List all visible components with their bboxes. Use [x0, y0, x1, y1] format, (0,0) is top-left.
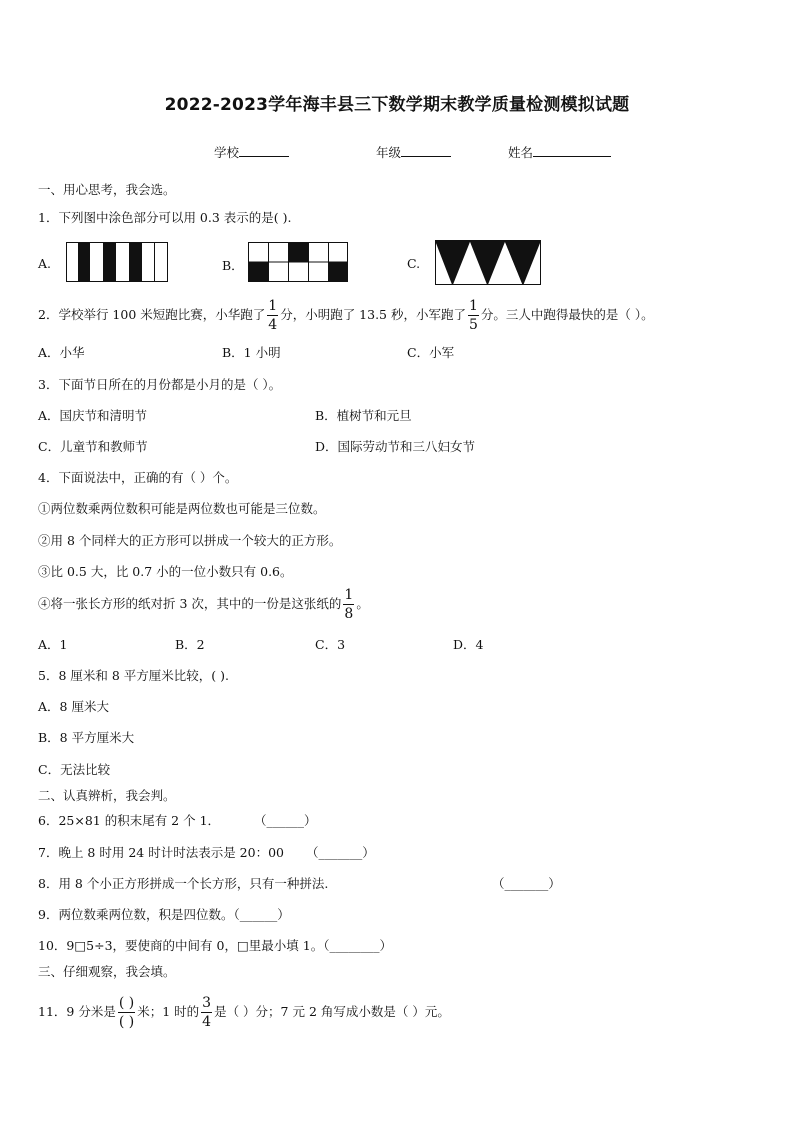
section-heading-3: 三、仔细观察，我会填。	[38, 964, 176, 979]
question-4-statement-4	[38, 585, 369, 623]
question-4-statement-2: ②用 8 个同样大的正方形可以拼成一个较大的正方形。	[38, 533, 342, 548]
question-2-option-c: C．小军	[407, 345, 455, 360]
question-1-option-c-label: C.	[407, 256, 421, 271]
question-4-statement-1: ①两位数乘两位数积可能是两位数也可能是三位数。	[38, 501, 326, 516]
grade-field	[376, 143, 451, 161]
question-8: 8．用 8 个小正方形拼成一个长方形，只有一种拼法.	[38, 876, 329, 891]
q11-text-1: 11．9 分米是	[38, 1004, 116, 1019]
q4-s4-text-1: ④将一张长方形的纸对折 3 次，其中的一份是这张纸的	[38, 596, 342, 611]
question-5-stem: 5．8 厘米和 8 平方厘米比较，( ).	[38, 668, 229, 683]
q11-blank-numerator[interactable]: ( )	[118, 995, 135, 1011]
question-4-statement-3: ③比 0.5 大，比 0.7 小的一位小数只有 0.6。	[38, 564, 293, 579]
question-7-answer-blank[interactable]: （_______）	[306, 845, 375, 860]
page-title: 2022-2023学年海丰县三下数学期末教学质量检测模拟试题	[164, 95, 630, 115]
q11-text-2: 米；1 时的	[137, 1004, 200, 1019]
q4-s4-text-2: 。	[356, 596, 369, 611]
school-blank[interactable]	[239, 144, 289, 157]
q2-frac2-numerator: 1	[468, 298, 478, 314]
grade-blank[interactable]	[401, 144, 451, 157]
question-8-answer-blank[interactable]: （_______）	[492, 876, 561, 891]
fraction-three-fourths	[201, 996, 212, 1029]
question-4-option-a: A．1	[38, 637, 68, 652]
question-3-option-d: D．国际劳动节和三八妇女节	[315, 439, 476, 454]
question-4-option-b: B．2	[175, 637, 205, 652]
question-4-option-d: D．4	[453, 637, 484, 652]
q4-frac-numerator: 1	[344, 587, 354, 603]
q11-blank-denominator[interactable]: ( )	[118, 1014, 135, 1030]
option-c-triangle-figure	[435, 240, 541, 285]
question-7: 7．晚上 8 时用 24 时计时法表示是 20：00	[38, 845, 284, 860]
fraction-one-eighth	[343, 588, 354, 621]
question-10: 10．9□5÷3，要使商的中间有 0，□里最小填 1。（________）	[38, 938, 392, 953]
q4-frac-denominator: 8	[344, 606, 354, 622]
fraction-one-fourth	[267, 299, 278, 332]
question-1-option-a-label: A.	[38, 256, 52, 271]
school-field	[214, 143, 289, 161]
question-2-option-b: B．1 小明	[222, 345, 281, 360]
grade-label: 年级	[376, 145, 402, 160]
section-heading-1: 一、用心思考，我会选。	[38, 182, 176, 197]
question-1-option-b-label: B．	[222, 258, 244, 273]
q2-text-2: 分，小明跑了 13.5 秒，小军跑了	[280, 307, 466, 322]
option-b-grid-figure	[248, 242, 348, 282]
question-3-option-a: A．国庆节和清明节	[38, 408, 148, 423]
question-4-stem: 4．下面说法中，正确的有（ ）个。	[38, 470, 238, 485]
question-5-option-a: A．8 厘米大	[38, 699, 109, 714]
question-6-answer-blank[interactable]: （______）	[254, 813, 317, 828]
question-5-option-b: B．8 平方厘米大	[38, 730, 135, 745]
q11-frac-denominator: 4	[202, 1014, 212, 1030]
q2-frac1-numerator: 1	[268, 298, 278, 314]
q2-text-1: 2．学校举行 100 米短跑比赛，小华跑了	[38, 307, 266, 322]
question-3-option-c: C．儿童节和教师节	[38, 439, 148, 454]
name-field	[508, 143, 611, 161]
name-blank[interactable]	[533, 144, 611, 157]
q11-frac-numerator: 3	[202, 995, 212, 1011]
q2-frac2-denominator: 5	[468, 317, 478, 333]
question-3-option-b: B．植树节和元旦	[315, 408, 412, 423]
fraction-answer-blank[interactable]	[118, 996, 135, 1029]
school-label: 学校	[214, 145, 240, 160]
question-2-option-a: A．小华	[38, 345, 85, 360]
q2-frac1-denominator: 4	[268, 317, 278, 333]
question-6: 6．25×81 的积末尾有 2 个 1．	[38, 813, 221, 828]
question-11	[38, 990, 450, 1034]
name-label: 姓名	[508, 145, 534, 160]
question-1-stem: 1．下列图中涂色部分可以用 0.3 表示的是( ).	[38, 210, 292, 225]
question-5-option-c: C．无法比较	[38, 762, 111, 777]
question-4-option-c: C．3	[315, 637, 346, 652]
question-9: 9．两位数乘两位数，积是四位数。（______）	[38, 907, 290, 922]
option-a-striped-rectangle	[66, 242, 168, 282]
fraction-one-fifth	[468, 299, 479, 332]
q2-text-3: 分。三人中跑得最快的是（ ）。	[480, 307, 654, 322]
section-heading-2: 二、认真辨析，我会判。	[38, 788, 176, 803]
q11-text-3: 是（ ）分；7 元 2 角写成小数是（ ）元。	[214, 1004, 450, 1019]
question-3-stem: 3．下面节日所在的月份都是小月的是（ ）。	[38, 377, 282, 392]
question-2-stem	[38, 296, 654, 334]
